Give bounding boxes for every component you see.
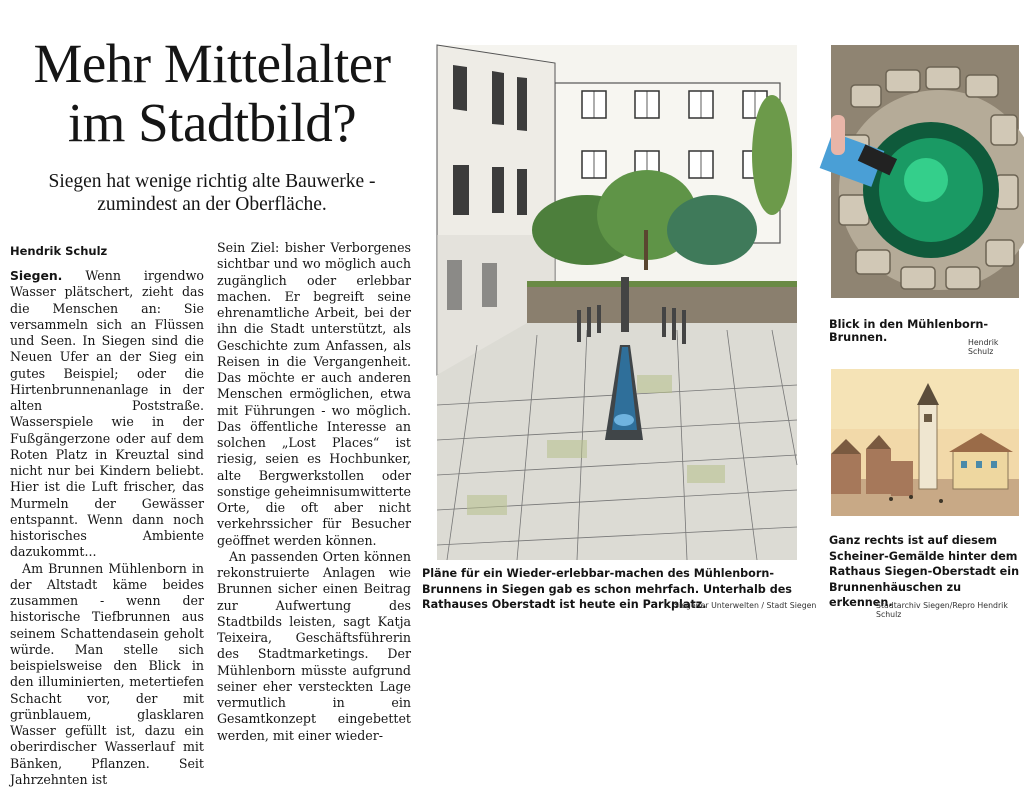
author-byline: Hendrik Schulz <box>10 244 107 258</box>
well-photo-credit: Hendrik Schulz <box>968 338 1024 356</box>
main-image-credit: Siegener Unterwelten / Stadt Siegen <box>674 601 816 610</box>
main-image-caption: Pläne für ein Wieder-erlebbar-machen des Mühlenborn-Brunnens in Siegen gab es schon mehrfach. Unterhalb des Rathauses Oberstadt ist heute ein Parkplatz. <box>422 566 800 613</box>
headline-line-1: Mehr Mittelalter <box>33 33 390 94</box>
subheadline <box>10 170 414 216</box>
scheiner-painting <box>831 369 1019 516</box>
courtyard-illustration <box>437 45 797 560</box>
well-photo <box>831 45 1019 298</box>
headline <box>10 34 414 152</box>
headline-line-2: im Stadtbild? <box>68 92 356 153</box>
paragraph-text: Wenn irgendwo Wasser plätschert, zieht das die Menschen an: Sie versammeln sich an Flüssen und Seen. In Siegen sind die Neuen Ufer an der Sieg ein gutes Beispiel; oder die Hirtenbrunnenanlage in der alten Poststraße. Wasserspiele wie in der Fußgängerzone oder auf dem Roten Platz in Kreuztal sind nicht nur bei Kindern beliebt. Hier ist die Luft frischer, das Murmeln der Gewässer entspannt. Wenn dann noch historisches Ambiente dazukommt... <box>10 268 204 559</box>
well-photo-caption: Blick in den Mühlenborn-Brunnen. <box>829 318 1024 344</box>
paragraph <box>10 268 204 561</box>
article-column-1 <box>10 268 204 788</box>
dateline: Siegen. <box>10 268 62 283</box>
article-column-2 <box>217 240 411 744</box>
subheadline-line-1: Siegen hat wenige richtig alte Bauwerke - <box>48 171 375 192</box>
subheadline-line-2: zumindest an der Oberfläche. <box>97 194 327 215</box>
paragraph: Am Brunnen Mühlenborn in der Altstadt käme beides zusammen - wenn der historische Tiefbrunnen aus seinem Schattendasein geholt würde. Man stelle sich beispielsweise den Blick in den illuminierten, metertiefen Schacht vor, der mit grünblauem, glasklaren Wasser gefüllt ist, dazu ein oberirdischer Wasserlauf mit Bänken, Pflanzen. Seit Jahrzehnten ist <box>10 561 204 788</box>
painting-credit: Stadtarchiv Siegen/Repro Hendrik Schulz <box>876 601 1024 619</box>
paragraph: An passenden Orten können rekonstruierte Anlagen wie Brunnen sicher einen Beitrag zur Aufwertung des Stadtbilds leisten, sagt Katja Teixeira, Geschäftsführerin des Stadtmarketings. Der Mühlenborn müsste aufgrund seiner eher versteckten Lage vermutlich in ein Gesamtkonzept eingebettet werden, mit einer wieder- <box>217 549 411 744</box>
paragraph: Sein Ziel: bisher Verborgenes sichtbar und wo möglich auch zugänglich oder erlebbar machen. Er begreift seine ehrenamtliche Arbeit, bei der ihn die Stadt unterstützt, als Geschichte zum Anfassen, als Reisen in die Vergangenheit. Das möchte er auch anderen Menschen ermöglichen, etwa mit Führungen - wo möglich. Das öffentliche Interesse an solchen „Lost Places“ ist riesig, seien es Hochbunker, alte Bergwerkstollen oder sonstige geheimnisumwitterte Orte, die oft aber nicht verkehrssicher für Besucher geöffnet werden können. <box>217 240 411 549</box>
painting-caption: Ganz rechts ist auf diesem Scheiner-Gemälde hinter dem Rathaus Siegen-Oberstadt ein Brunnenhäuschen zu erkennen. <box>829 533 1023 611</box>
